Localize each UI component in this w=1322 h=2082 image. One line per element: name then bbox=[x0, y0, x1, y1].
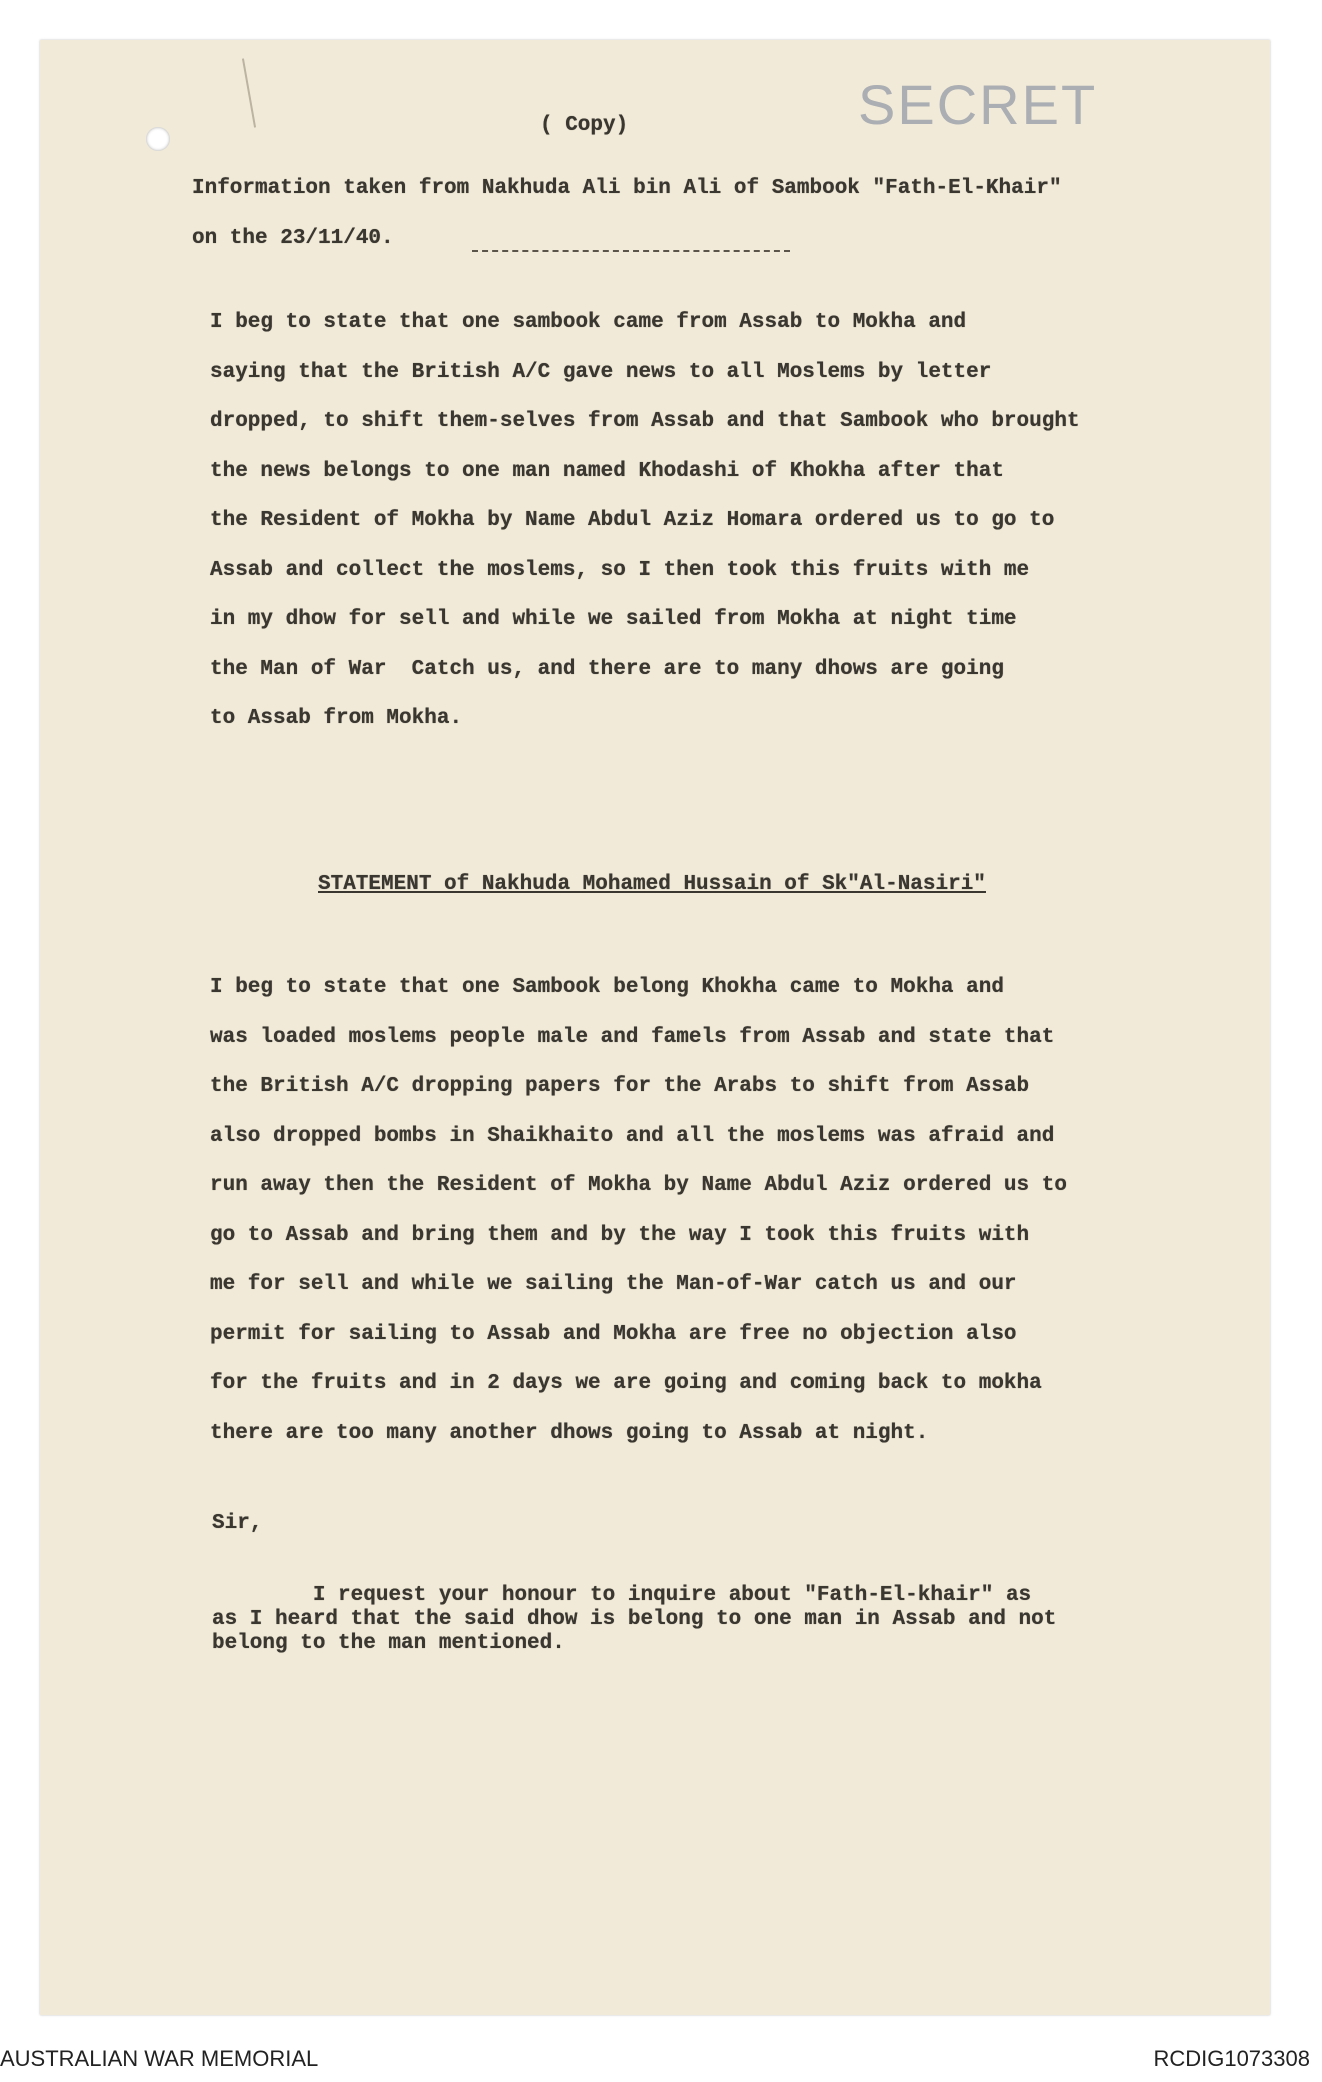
statement-1-body: I beg to state that one sambook came from Assab to Mokha and saying that the British A/C gave news to all Moslems by letter dropped, to shift them-selves from Assab and that Sambook who brought the news belongs to one man named Khodashi of Khokha after that the Resident of Mokha by Name Abdul Aziz Homara ordered us to go to Assab and collect the moslems, so I then took this fruits with me in my dhow for sell and while we sailed from Mokha at night time the Man of War Catch us, and there are to many dhows are going to Assab from Mokha. bbox=[210, 311, 1080, 730]
footer-institution: AUSTRALIAN WAR MEMORIAL bbox=[0, 2046, 319, 2071]
salutation: Sir, bbox=[212, 1512, 263, 1535]
secret-stamp: SECRET bbox=[858, 73, 1098, 136]
dashed-separator bbox=[472, 250, 790, 252]
statement-2-heading: STATEMENT of Nakhuda Mohamed Hussain of Sk"Al-Nasiri" bbox=[318, 873, 986, 896]
statement-2-body: I beg to state that one Sambook belong Khokha came to Mokha and was loaded moslems people male and famels from Assab and state that the British A/C dropping papers for the Arabs to shift from Assab also dropped bombs in Shaikhaito and all the moslems was afraid and run away then the Resident of Mokha by Name Abdul Aziz ordered us to go to Assab and bring them and by the way I took this fruits with me for sell and while we sailing the Man-of-War catch us and our permit for sailing to Assab and Mokha are free no objection also for the fruits and in 2 days we are going and coming back to mokha there are too many another dhows going to Assab at night. bbox=[210, 976, 1067, 1445]
request-paragraph: I request your honour to inquire about "Fath-El-khair" as as I heard that the said dhow is belong to one man in Assab and not belong to the man mentioned. bbox=[212, 1584, 1057, 1655]
info-heading: Information taken from Nakhuda Ali bin Ali of Sambook "Fath-El-Khair" on the 23/11/40. bbox=[192, 177, 1062, 250]
footer-record-id: RCDIG1073308 bbox=[1153, 2046, 1310, 2071]
punch-hole bbox=[146, 127, 170, 151]
copy-label: ( Copy) bbox=[540, 114, 629, 137]
